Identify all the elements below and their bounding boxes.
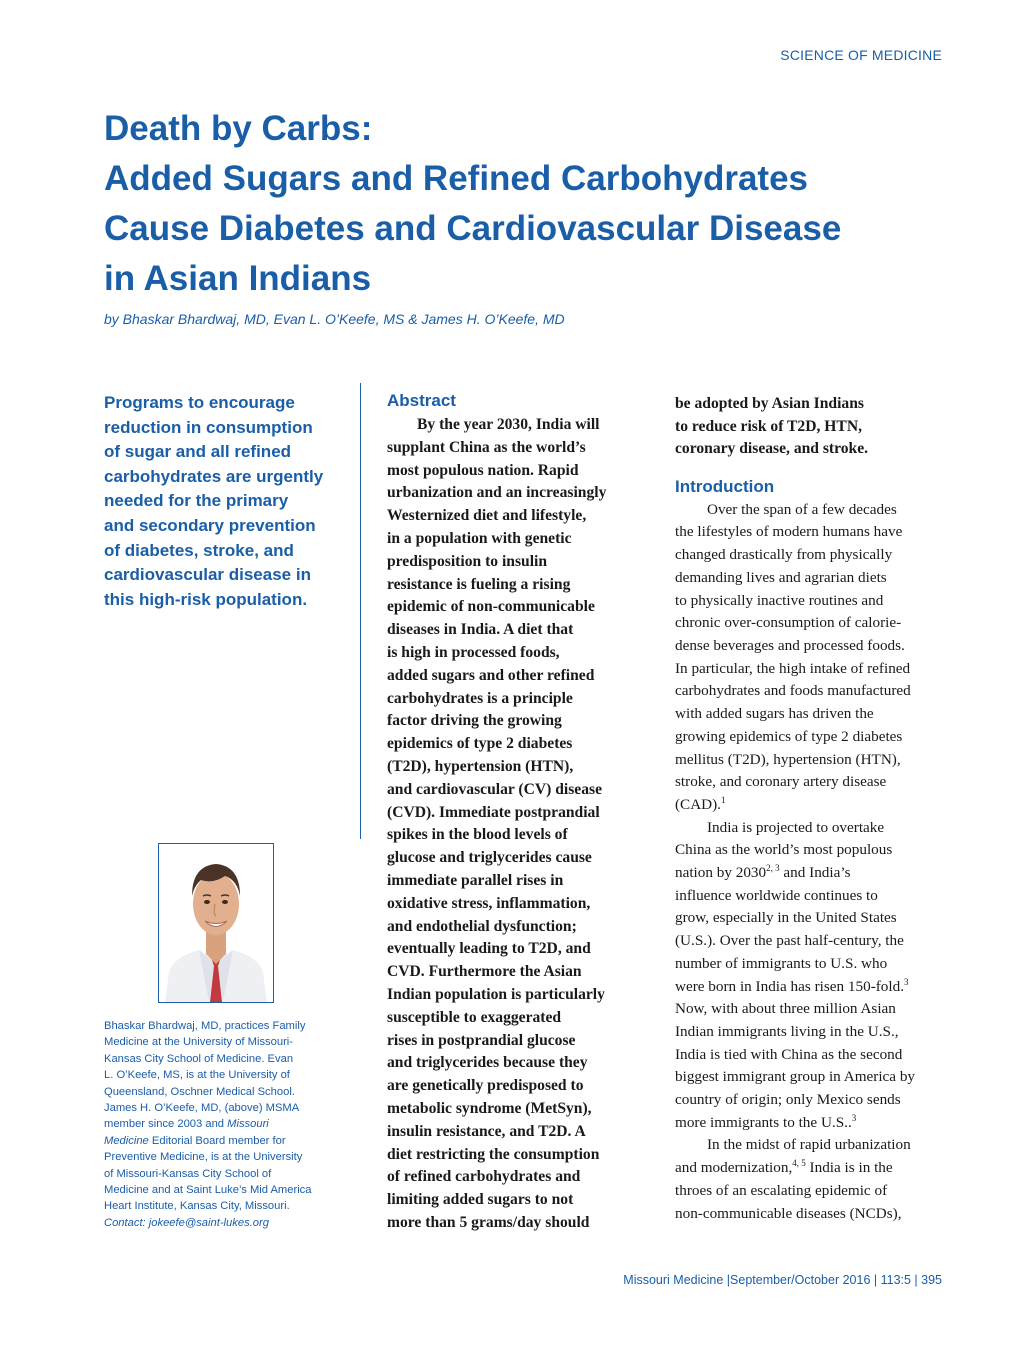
intro-line: country of origin; only Mexico sends	[675, 1091, 901, 1109]
abstract-line: in a population with genetic	[387, 529, 572, 547]
intro-line: changed drastically from physically	[675, 546, 893, 564]
intro-line: growing epidemics of type 2 diabetes	[675, 727, 903, 745]
author-portrait-image	[159, 844, 273, 1002]
column-divider	[360, 383, 361, 839]
abstract-line: be adopted by Asian Indians	[675, 395, 864, 412]
abstract-heading: Abstract	[387, 391, 456, 410]
intro-line: chronic over-consumption of calorie-	[675, 614, 902, 632]
pull-quote-line: carbohydrates are urgently	[104, 466, 324, 486]
introduction-heading: Introduction	[675, 476, 775, 496]
abstract-line: resistance is fueling a rising	[387, 575, 571, 593]
abstract-line: eventually leading to T2D, and	[387, 940, 591, 958]
abstract-line: most populous nation. Rapid	[387, 461, 579, 479]
intro-line: In particular, the high intake of refined	[675, 659, 911, 677]
pull-quote-line: Programs to encourage	[104, 393, 295, 412]
reference-superscript: 3	[851, 1112, 857, 1123]
abstract-line: epidemics of type 2 diabetes	[387, 735, 573, 753]
caption-text: Editorial Board member for	[148, 1134, 286, 1147]
caption-line	[104, 1116, 349, 1132]
pull-quote-line: needed for the primary	[104, 491, 289, 511]
abstract-line: added sugars and other refined	[387, 666, 595, 684]
abstract-line: to reduce risk of T2D, HTN,	[675, 417, 862, 435]
caption-line: Bhaskar Bhardwaj, MD, practices Family	[104, 1020, 306, 1032]
intro-line: Indian immigrants living in the U.S.,	[675, 1022, 899, 1040]
intro-line: Over the span of a few decades	[707, 500, 897, 518]
abstract-line: and triglycerides because they	[387, 1054, 588, 1072]
reference-superscript: 4, 5	[792, 1158, 806, 1169]
caption-line: Medicine and at Saint Luke’s Mid America	[104, 1184, 312, 1197]
abstract-line: supplant China as the world’s	[387, 438, 586, 456]
pull-quote-line: of diabetes, stroke, and	[104, 540, 294, 560]
pull-quote-line: this high-risk population.	[104, 589, 308, 609]
abstract-line: more than 5 grams/day should	[387, 1213, 590, 1231]
abstract-line: susceptible to exaggerated	[387, 1008, 562, 1026]
intro-text: more immigrants to the U.S..	[675, 1113, 852, 1131]
intro-text: and modernization,	[675, 1159, 793, 1177]
reference-superscript: 3	[904, 976, 909, 987]
intro-line: (U.S.). Over the past half-century, the	[675, 932, 904, 950]
intro-line: carbohydrates and foods manufactured	[675, 682, 911, 700]
intro-line: mellitus (T2D), hypertension (HTN),	[675, 750, 901, 768]
abstract-line: is high in processed foods,	[387, 643, 560, 661]
author-photo	[158, 843, 274, 1003]
right-column	[675, 393, 945, 1225]
caption-line: Kansas City School of Medicine. Evan	[104, 1052, 294, 1065]
intro-line: stroke, and coronary artery disease	[675, 773, 887, 791]
contact-email: Contact: jokeefe@saint-lukes.org	[104, 1216, 269, 1229]
intro-line: biggest immigrant group in America by	[675, 1068, 916, 1086]
abstract-line: oxidative stress, inflammation,	[387, 894, 591, 912]
abstract-line: metabolic syndrome (MetSyn),	[387, 1099, 592, 1117]
abstract-line: and endothelial dysfunction;	[387, 917, 577, 935]
intro-line: number of immigrants to U.S. who	[675, 954, 888, 972]
intro-line	[675, 794, 945, 817]
caption-line: James H. O’Keefe, MD, (above) MSMA	[104, 1102, 300, 1115]
abstract-continued	[675, 393, 945, 461]
abstract-line: diseases in India. A diet that	[387, 621, 574, 639]
intro-text: were born in India has risen 150-fold.	[675, 977, 905, 995]
abstract-line: glucose and triglycerides cause	[387, 849, 592, 867]
abstract-line: of refined carbohydrates and	[387, 1168, 581, 1186]
intro-line: India is tied with China as the second	[675, 1045, 903, 1063]
abstract-line: carbohydrates is a principle	[387, 689, 573, 707]
pull-quote	[104, 391, 344, 612]
abstract-line: epidemic of non-communicable	[387, 598, 595, 616]
pull-quote-line: cardiovascular disease in	[104, 565, 311, 585]
abstract-line: limiting added sugars to not	[387, 1191, 574, 1209]
intro-line: Now, with about three million Asian	[675, 1000, 896, 1018]
intro-line: the lifestyles of modern humans have	[675, 523, 903, 541]
caption-line: of Missouri-Kansas City School of	[104, 1167, 272, 1180]
abstract-line: insulin resistance, and T2D. A	[387, 1122, 586, 1140]
abstract-line: spikes in the blood levels of	[387, 826, 568, 844]
title-line: Cause Diabetes and Cardiovascular Disease	[104, 209, 842, 248]
intro-line: to physically inactive routines and	[675, 591, 884, 609]
abstract-line: are genetically predisposed to	[387, 1077, 584, 1095]
title-line: Death by Carbs:	[104, 109, 373, 148]
abstract-line: and cardiovascular (CV) disease	[387, 780, 602, 798]
abstract-line: By the year 2030, India will	[417, 416, 600, 433]
intro-text: (CAD).	[675, 795, 721, 813]
intro-line: influence worldwide continues to	[675, 886, 878, 904]
intro-line: demanding lives and agrarian diets	[675, 568, 887, 586]
intro-line: In the midst of rapid urbanization	[707, 1136, 911, 1154]
section-label: SCIENCE OF MEDICINE	[780, 47, 942, 63]
pull-quote-line: of sugar and all refined	[104, 442, 292, 462]
abstract-line: coronary disease, and stroke.	[675, 440, 869, 458]
intro-line	[675, 976, 945, 999]
intro-text: India is in the	[805, 1159, 893, 1177]
intro-line	[675, 1157, 945, 1180]
abstract-line: (CVD). Immediate postprandial	[387, 803, 600, 821]
author-byline: by Bhaskar Bhardwaj, MD, Evan L. O’Keefe, MS & James H. O’Keefe, MD	[104, 311, 565, 327]
reference-superscript: 1	[720, 794, 726, 805]
introduction-body	[675, 499, 945, 1226]
abstract-line: (T2D), hypertension (HTN),	[387, 757, 574, 775]
abstract-line: Westernized diet and lifestyle,	[387, 507, 587, 525]
article-title	[104, 104, 841, 304]
abstract-line: predisposition to insulin	[387, 552, 548, 570]
intro-line: dense beverages and processed foods.	[675, 637, 905, 654]
intro-line	[675, 862, 945, 885]
intro-line: India is projected to overtake	[707, 818, 885, 836]
author-caption	[104, 1018, 349, 1231]
reference-superscript: 2, 3	[766, 862, 780, 873]
pull-quote-line: and secondary prevention	[104, 515, 316, 535]
abstract-line: factor driving the growing	[387, 712, 562, 730]
abstract-line: rises in postprandial glucose	[387, 1031, 576, 1049]
abstract-column	[387, 390, 652, 1235]
caption-line	[104, 1133, 349, 1149]
abstract-line: urbanization and an increasingly	[387, 484, 607, 502]
abstract-line: immediate parallel rises in	[387, 871, 564, 889]
pull-quote-line: reduction in consumption	[104, 417, 313, 437]
journal-name-italic: Missouri	[227, 1118, 269, 1131]
intro-line: grow, especially in the United States	[675, 909, 897, 927]
intro-line: with added sugars has driven the	[675, 705, 874, 723]
title-line: Added Sugars and Refined Carbohydrates	[104, 159, 809, 198]
intro-line: non-communicable diseases (NCDs),	[675, 1204, 902, 1222]
caption-text: member since 2003 and	[104, 1118, 228, 1131]
abstract-line: CVD. Furthermore the Asian	[387, 963, 582, 981]
caption-line: Preventive Medicine, is at the University	[104, 1151, 303, 1164]
caption-line: Queensland, Oschner Medical School.	[104, 1085, 295, 1098]
intro-text: and India’s	[779, 864, 851, 882]
abstract-line: Indian population is particularly	[387, 985, 605, 1003]
intro-line: China as the world’s most populous	[675, 841, 893, 859]
intro-line: throes of an escalating epidemic of	[675, 1181, 888, 1199]
abstract-line: diet restricting the consumption	[387, 1145, 600, 1163]
page-footer: Missouri Medicine |September/October 2016 | 113:5 | 395	[623, 1273, 942, 1287]
caption-line: Heart Institute, Kansas City, Missouri.	[104, 1200, 290, 1213]
intro-line	[675, 1112, 945, 1135]
journal-name-italic: Medicine	[104, 1134, 149, 1147]
title-line: in Asian Indians	[104, 259, 372, 298]
caption-line: L. O’Keefe, MS, is at the University of	[104, 1069, 290, 1082]
caption-line: Medicine at the University of Missouri-	[104, 1036, 294, 1049]
intro-text: nation by 2030	[675, 864, 767, 882]
